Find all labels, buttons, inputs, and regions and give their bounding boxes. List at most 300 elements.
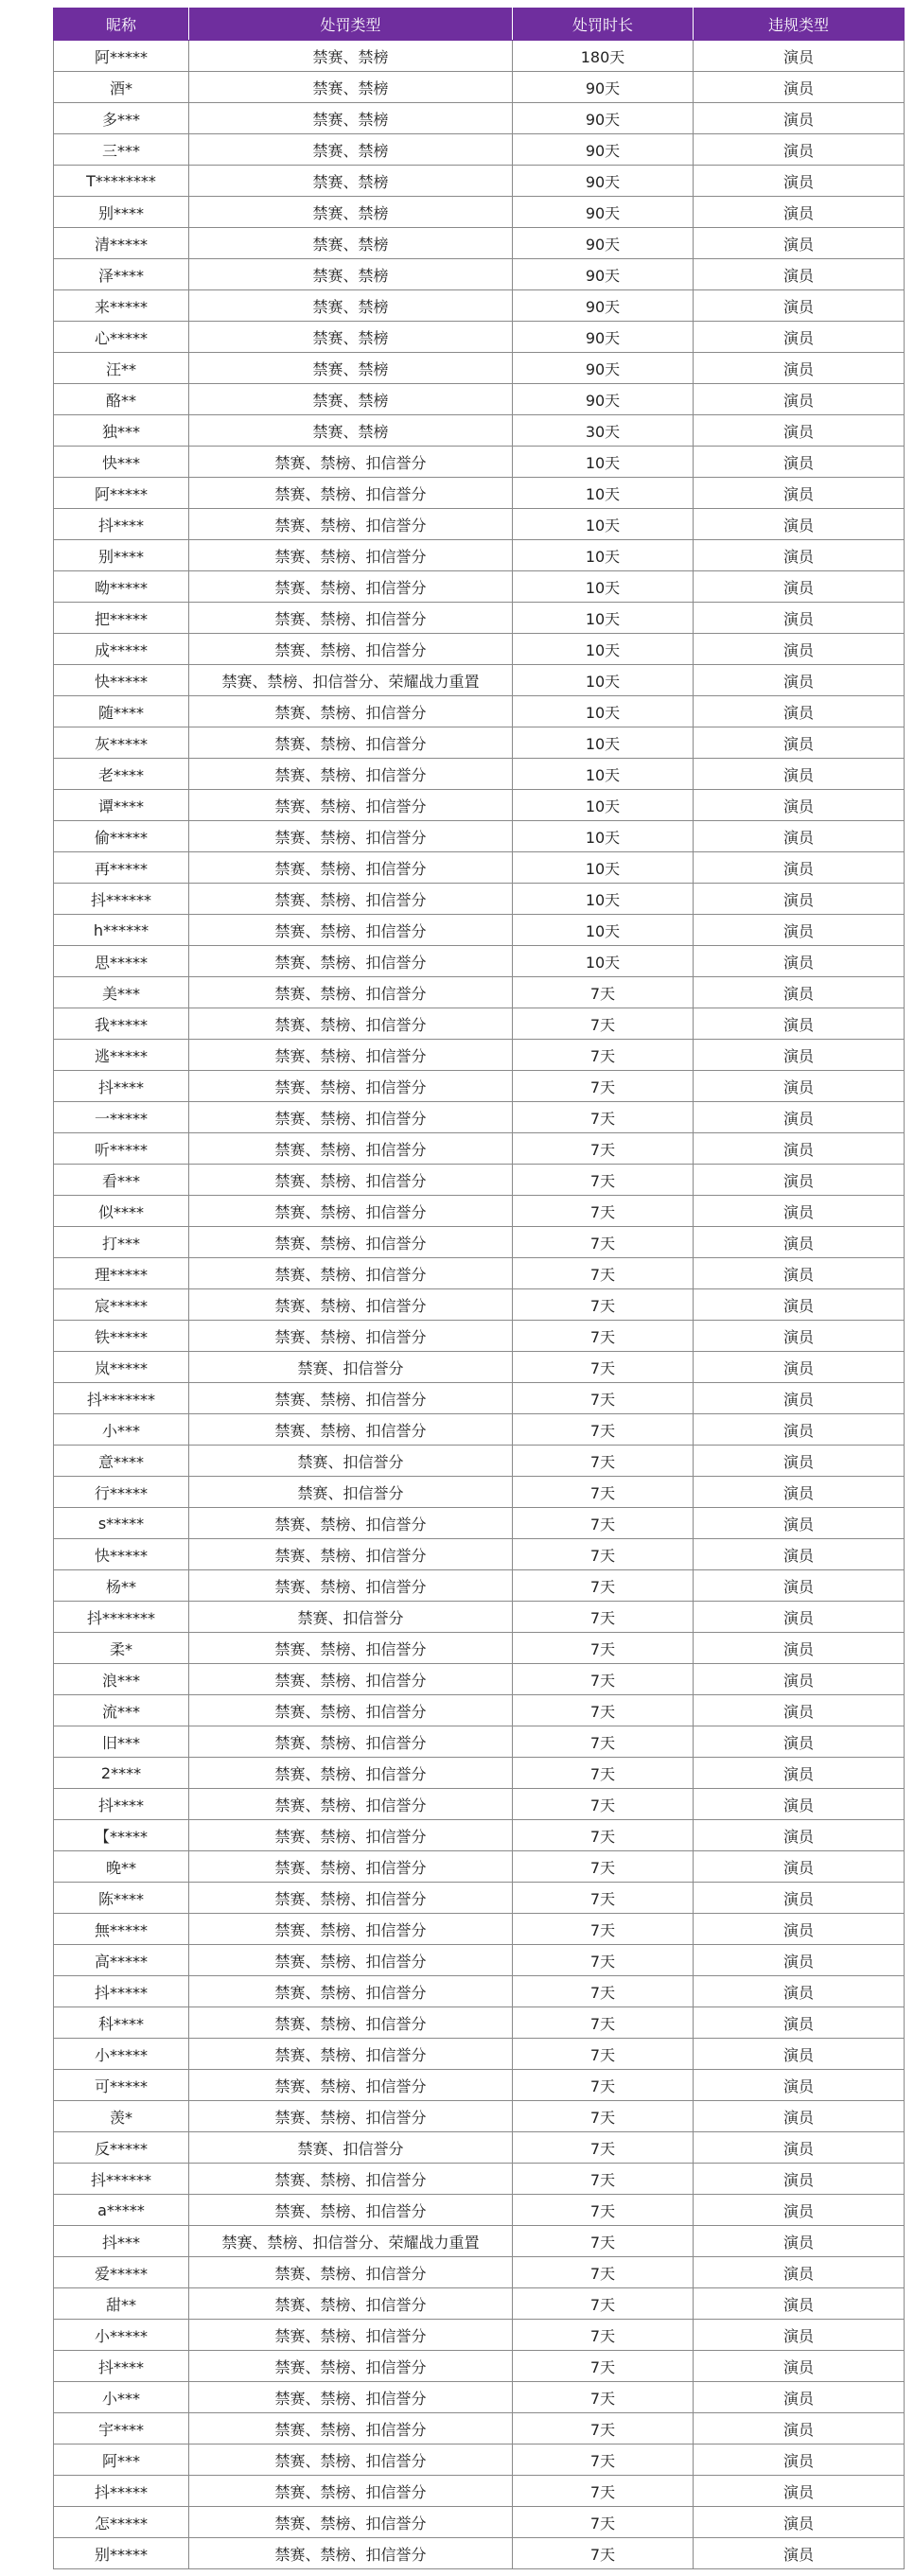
cell-duration: 7天 — [513, 2257, 694, 2288]
cell-violation-type: 演员 — [694, 72, 905, 103]
cell-nickname: 抖****** — [54, 2164, 189, 2195]
cell-nickname: 老**** — [54, 759, 189, 790]
cell-nickname: 小*** — [54, 2382, 189, 2413]
table-row — [54, 1539, 905, 1570]
cell-duration: 10天 — [513, 696, 694, 727]
cell-nickname: 三*** — [54, 134, 189, 166]
cell-nickname: 無***** — [54, 1914, 189, 1945]
cell-duration: 7天 — [513, 2538, 694, 2569]
cell-duration: 7天 — [513, 1508, 694, 1539]
cell-duration: 7天 — [513, 1726, 694, 1758]
cell-violation-type: 演员 — [694, 821, 905, 852]
cell-nickname: 宸***** — [54, 1289, 189, 1321]
cell-nickname: 泽**** — [54, 259, 189, 290]
cell-duration: 7天 — [513, 1602, 694, 1633]
cell-violation-type: 演员 — [694, 41, 905, 72]
table-body — [54, 41, 905, 2569]
cell-nickname: 反***** — [54, 2132, 189, 2164]
cell-violation-type: 演员 — [694, 2164, 905, 2195]
cell-duration: 90天 — [513, 353, 694, 384]
cell-violation-type: 演员 — [694, 2195, 905, 2226]
cell-penalty-type: 禁赛、禁榜、扣信誉分 — [189, 1040, 513, 1071]
cell-penalty-type: 禁赛、禁榜、扣信誉分 — [189, 634, 513, 665]
cell-violation-type: 演员 — [694, 696, 905, 727]
cell-nickname: 酪** — [54, 384, 189, 415]
cell-duration: 7天 — [513, 1196, 694, 1227]
cell-nickname: 抖**** — [54, 2351, 189, 2382]
cell-violation-type: 演员 — [694, 1227, 905, 1258]
cell-penalty-type: 禁赛、禁榜 — [189, 259, 513, 290]
table-row — [54, 1664, 905, 1695]
table-row — [54, 2226, 905, 2257]
cell-duration: 30天 — [513, 415, 694, 447]
cell-penalty-type: 禁赛、禁榜、扣信誉分 — [189, 1789, 513, 1820]
cell-penalty-type: 禁赛、禁榜、扣信誉分 — [189, 1383, 513, 1414]
cell-penalty-type: 禁赛、禁榜、扣信誉分 — [189, 1976, 513, 2007]
cell-duration: 7天 — [513, 2226, 694, 2257]
cell-nickname: 我***** — [54, 1008, 189, 1040]
table-row — [54, 228, 905, 259]
cell-duration: 90天 — [513, 103, 694, 134]
cell-duration: 7天 — [513, 2476, 694, 2507]
cell-nickname: 宇**** — [54, 2413, 189, 2445]
cell-penalty-type: 禁赛、禁榜、扣信誉分 — [189, 1165, 513, 1196]
cell-nickname: 美*** — [54, 977, 189, 1008]
cell-duration: 10天 — [513, 665, 694, 696]
cell-nickname: 成***** — [54, 634, 189, 665]
table-row — [54, 1289, 905, 1321]
cell-nickname: 呦***** — [54, 571, 189, 603]
table-row — [54, 1227, 905, 1258]
cell-duration: 90天 — [513, 166, 694, 197]
cell-nickname: 铁***** — [54, 1321, 189, 1352]
cell-penalty-type: 禁赛、禁榜、扣信誉分 — [189, 977, 513, 1008]
cell-penalty-type: 禁赛、禁榜、扣信誉分 — [189, 2070, 513, 2101]
cell-penalty-type: 禁赛、禁榜、扣信誉分 — [189, 1695, 513, 1726]
table-row — [54, 1102, 905, 1133]
cell-duration: 7天 — [513, 1133, 694, 1165]
table-row — [54, 1196, 905, 1227]
table-row — [54, 1914, 905, 1945]
table-row — [54, 2039, 905, 2070]
cell-penalty-type: 禁赛、禁榜、扣信誉分 — [189, 571, 513, 603]
cell-violation-type: 演员 — [694, 447, 905, 478]
cell-penalty-type: 禁赛、禁榜、扣信誉分 — [189, 1726, 513, 1758]
table-row — [54, 603, 905, 634]
table-row — [54, 2538, 905, 2569]
cell-nickname: 把***** — [54, 603, 189, 634]
table-row — [54, 384, 905, 415]
cell-violation-type: 演员 — [694, 1664, 905, 1695]
cell-nickname: 来***** — [54, 290, 189, 322]
cell-duration: 7天 — [513, 1664, 694, 1695]
cell-nickname: 汪** — [54, 353, 189, 384]
table-row — [54, 2007, 905, 2039]
cell-penalty-type: 禁赛、禁榜、扣信誉分 — [189, 2288, 513, 2320]
cell-nickname: 杨** — [54, 1570, 189, 1602]
cell-penalty-type: 禁赛、禁榜、扣信誉分 — [189, 1851, 513, 1883]
cell-penalty-type: 禁赛、禁榜、扣信誉分 — [189, 1008, 513, 1040]
cell-nickname: 阿*** — [54, 2445, 189, 2476]
table-row — [54, 1820, 905, 1851]
cell-duration: 10天 — [513, 509, 694, 540]
cell-violation-type: 演员 — [694, 946, 905, 977]
cell-nickname: 快***** — [54, 1539, 189, 1570]
table-row — [54, 478, 905, 509]
cell-violation-type: 演员 — [694, 1133, 905, 1165]
header-row — [54, 9, 905, 41]
cell-violation-type: 演员 — [694, 1289, 905, 1321]
cell-duration: 10天 — [513, 540, 694, 571]
cell-nickname: 浪*** — [54, 1664, 189, 1695]
cell-violation-type: 演员 — [694, 915, 905, 946]
cell-nickname: 可***** — [54, 2070, 189, 2101]
cell-violation-type: 演员 — [694, 509, 905, 540]
cell-duration: 10天 — [513, 571, 694, 603]
cell-penalty-type: 禁赛、禁榜 — [189, 197, 513, 228]
cell-nickname: 别***** — [54, 2538, 189, 2569]
table-row — [54, 447, 905, 478]
cell-duration: 10天 — [513, 603, 694, 634]
cell-nickname: 清***** — [54, 228, 189, 259]
cell-duration: 7天 — [513, 1102, 694, 1133]
cell-violation-type: 演员 — [694, 2320, 905, 2351]
cell-penalty-type: 禁赛、禁榜、扣信誉分 — [189, 1883, 513, 1914]
cell-duration: 10天 — [513, 759, 694, 790]
cell-nickname: 羡* — [54, 2101, 189, 2132]
cell-penalty-type: 禁赛、禁榜、扣信誉分 — [189, 2257, 513, 2288]
cell-duration: 7天 — [513, 1352, 694, 1383]
table-row — [54, 72, 905, 103]
cell-duration: 7天 — [513, 2413, 694, 2445]
cell-violation-type: 演员 — [694, 134, 905, 166]
cell-duration: 7天 — [513, 1914, 694, 1945]
table-row — [54, 1165, 905, 1196]
cell-duration: 10天 — [513, 790, 694, 821]
cell-violation-type: 演员 — [694, 603, 905, 634]
cell-violation-type: 演员 — [694, 1352, 905, 1383]
cell-nickname: 小***** — [54, 2320, 189, 2351]
cell-penalty-type: 禁赛、禁榜、扣信誉分、荣耀战力重置 — [189, 2226, 513, 2257]
table-row — [54, 1726, 905, 1758]
cell-nickname: 心***** — [54, 322, 189, 353]
table-row — [54, 946, 905, 977]
table-row — [54, 1258, 905, 1289]
cell-violation-type: 演员 — [694, 540, 905, 571]
cell-duration: 7天 — [513, 1570, 694, 1602]
table-row — [54, 2257, 905, 2288]
cell-duration: 7天 — [513, 1414, 694, 1446]
table-row — [54, 1414, 905, 1446]
cell-duration: 10天 — [513, 946, 694, 977]
cell-duration: 7天 — [513, 2382, 694, 2413]
cell-nickname: 听***** — [54, 1133, 189, 1165]
cell-violation-type: 演员 — [694, 1008, 905, 1040]
cell-penalty-type: 禁赛、禁榜、扣信誉分 — [189, 1539, 513, 1570]
cell-violation-type: 演员 — [694, 353, 905, 384]
cell-nickname: 独*** — [54, 415, 189, 447]
cell-nickname: 随**** — [54, 696, 189, 727]
cell-nickname: 怎***** — [54, 2507, 189, 2538]
cell-penalty-type: 禁赛、禁榜、扣信誉分 — [189, 2351, 513, 2382]
cell-duration: 7天 — [513, 1383, 694, 1414]
cell-nickname: 行***** — [54, 1477, 189, 1508]
cell-penalty-type: 禁赛、禁榜、扣信誉分 — [189, 2007, 513, 2039]
table-row — [54, 1071, 905, 1102]
table-row — [54, 727, 905, 759]
cell-nickname: 科**** — [54, 2007, 189, 2039]
cell-penalty-type: 禁赛、禁榜、扣信誉分 — [189, 2413, 513, 2445]
cell-duration: 90天 — [513, 259, 694, 290]
cell-nickname: 快*** — [54, 447, 189, 478]
cell-violation-type: 演员 — [694, 2382, 905, 2413]
cell-violation-type: 演员 — [694, 1883, 905, 1914]
cell-penalty-type: 禁赛、禁榜、扣信誉分 — [189, 727, 513, 759]
table-row — [54, 1883, 905, 1914]
cell-violation-type: 演员 — [694, 1945, 905, 1976]
cell-violation-type: 演员 — [694, 2476, 905, 2507]
cell-penalty-type: 禁赛、禁榜、扣信誉分 — [189, 2101, 513, 2132]
cell-nickname: 多*** — [54, 103, 189, 134]
cell-violation-type: 演员 — [694, 1196, 905, 1227]
cell-duration: 10天 — [513, 478, 694, 509]
cell-penalty-type: 禁赛、禁榜、扣信誉分 — [189, 821, 513, 852]
cell-penalty-type: 禁赛、禁榜、扣信誉分 — [189, 2445, 513, 2476]
cell-violation-type: 演员 — [694, 2538, 905, 2569]
table-row — [54, 322, 905, 353]
cell-duration: 7天 — [513, 1758, 694, 1789]
table-row — [54, 571, 905, 603]
table-row — [54, 1758, 905, 1789]
cell-penalty-type: 禁赛、禁榜、扣信誉分 — [189, 1945, 513, 1976]
cell-penalty-type: 禁赛、扣信誉分 — [189, 1352, 513, 1383]
cell-nickname: 甜** — [54, 2288, 189, 2320]
cell-penalty-type: 禁赛、禁榜 — [189, 353, 513, 384]
cell-violation-type: 演员 — [694, 759, 905, 790]
table-row — [54, 290, 905, 322]
cell-duration: 10天 — [513, 634, 694, 665]
table-row — [54, 884, 905, 915]
cell-duration: 90天 — [513, 384, 694, 415]
cell-nickname: 再***** — [54, 852, 189, 884]
table-row — [54, 2445, 905, 2476]
cell-penalty-type: 禁赛、禁榜、扣信誉分 — [189, 915, 513, 946]
cell-violation-type: 演员 — [694, 1570, 905, 1602]
cell-nickname: 抖**** — [54, 1789, 189, 1820]
cell-penalty-type: 禁赛、禁榜 — [189, 134, 513, 166]
table-row — [54, 759, 905, 790]
table-row — [54, 2132, 905, 2164]
table-row — [54, 1508, 905, 1539]
cell-violation-type: 演员 — [694, 2039, 905, 2070]
cell-duration: 90天 — [513, 197, 694, 228]
cell-duration: 7天 — [513, 2132, 694, 2164]
table-row — [54, 1040, 905, 1071]
cell-duration: 7天 — [513, 1446, 694, 1477]
table-row — [54, 1570, 905, 1602]
cell-nickname: 思***** — [54, 946, 189, 977]
cell-violation-type: 演员 — [694, 1695, 905, 1726]
table-row — [54, 852, 905, 884]
cell-penalty-type: 禁赛、禁榜、扣信誉分 — [189, 1820, 513, 1851]
cell-nickname: 抖******* — [54, 1383, 189, 1414]
cell-violation-type: 演员 — [694, 103, 905, 134]
cell-duration: 10天 — [513, 727, 694, 759]
table-row — [54, 2101, 905, 2132]
cell-duration: 7天 — [513, 1945, 694, 1976]
table-row — [54, 2413, 905, 2445]
cell-penalty-type: 禁赛、禁榜、扣信誉分 — [189, 1664, 513, 1695]
table-row — [54, 540, 905, 571]
table-row — [54, 197, 905, 228]
cell-penalty-type: 禁赛、禁榜、扣信誉分 — [189, 1258, 513, 1289]
cell-duration: 7天 — [513, 2007, 694, 2039]
cell-penalty-type: 禁赛、禁榜、扣信誉分 — [189, 1133, 513, 1165]
cell-penalty-type: 禁赛、扣信誉分 — [189, 1602, 513, 1633]
cell-penalty-type: 禁赛、禁榜、扣信誉分 — [189, 1414, 513, 1446]
cell-duration: 90天 — [513, 290, 694, 322]
cell-nickname: 陈**** — [54, 1883, 189, 1914]
table-row — [54, 2070, 905, 2101]
cell-violation-type: 演员 — [694, 1071, 905, 1102]
cell-nickname: 晚** — [54, 1851, 189, 1883]
table-row — [54, 41, 905, 72]
cell-duration: 7天 — [513, 2101, 694, 2132]
cell-penalty-type: 禁赛、禁榜、扣信誉分 — [189, 2195, 513, 2226]
cell-nickname: 小*** — [54, 1414, 189, 1446]
table-row — [54, 103, 905, 134]
cell-duration: 180天 — [513, 41, 694, 72]
cell-violation-type: 演员 — [694, 2351, 905, 2382]
table-row — [54, 634, 905, 665]
cell-penalty-type: 禁赛、禁榜、扣信誉分 — [189, 759, 513, 790]
cell-penalty-type: 禁赛、禁榜 — [189, 384, 513, 415]
cell-duration: 7天 — [513, 1976, 694, 2007]
cell-duration: 7天 — [513, 2195, 694, 2226]
cell-nickname: 抖******* — [54, 1602, 189, 1633]
cell-penalty-type: 禁赛、禁榜、扣信誉分 — [189, 1633, 513, 1664]
cell-duration: 7天 — [513, 2164, 694, 2195]
table-row — [54, 259, 905, 290]
cell-duration: 10天 — [513, 447, 694, 478]
cell-violation-type: 演员 — [694, 1633, 905, 1664]
cell-penalty-type: 禁赛、禁榜、扣信誉分 — [189, 2538, 513, 2569]
cell-violation-type: 演员 — [694, 384, 905, 415]
cell-violation-type: 演员 — [694, 2257, 905, 2288]
cell-penalty-type: 禁赛、禁榜、扣信誉分 — [189, 540, 513, 571]
cell-penalty-type: 禁赛、禁榜、扣信誉分 — [189, 790, 513, 821]
cell-violation-type: 演员 — [694, 228, 905, 259]
cell-violation-type: 演员 — [694, 1789, 905, 1820]
cell-violation-type: 演员 — [694, 415, 905, 447]
cell-duration: 7天 — [513, 1008, 694, 1040]
cell-duration: 7天 — [513, 1789, 694, 1820]
cell-nickname: 似**** — [54, 1196, 189, 1227]
cell-duration: 10天 — [513, 852, 694, 884]
cell-violation-type: 演员 — [694, 884, 905, 915]
table-row — [54, 1945, 905, 1976]
table-row — [54, 166, 905, 197]
cell-penalty-type: 禁赛、禁榜、扣信誉分 — [189, 1196, 513, 1227]
cell-violation-type: 演员 — [694, 1102, 905, 1133]
cell-penalty-type: 禁赛、禁榜、扣信誉分 — [189, 2320, 513, 2351]
cell-duration: 7天 — [513, 2351, 694, 2382]
table-row — [54, 353, 905, 384]
cell-duration: 7天 — [513, 1695, 694, 1726]
table-row — [54, 134, 905, 166]
cell-duration: 10天 — [513, 821, 694, 852]
cell-penalty-type: 禁赛、禁榜 — [189, 228, 513, 259]
cell-nickname: 高***** — [54, 1945, 189, 1976]
cell-violation-type: 演员 — [694, 2132, 905, 2164]
cell-violation-type: 演员 — [694, 1477, 905, 1508]
table-row — [54, 2507, 905, 2538]
cell-penalty-type: 禁赛、禁榜、扣信誉分 — [189, 1758, 513, 1789]
cell-violation-type: 演员 — [694, 2288, 905, 2320]
cell-violation-type: 演员 — [694, 1914, 905, 1945]
cell-violation-type: 演员 — [694, 478, 905, 509]
cell-nickname: 2**** — [54, 1758, 189, 1789]
table-row — [54, 509, 905, 540]
table-row — [54, 2195, 905, 2226]
cell-penalty-type: 禁赛、禁榜 — [189, 415, 513, 447]
cell-penalty-type: 禁赛、禁榜、扣信誉分 — [189, 852, 513, 884]
cell-violation-type: 演员 — [694, 1976, 905, 2007]
cell-penalty-type: 禁赛、禁榜 — [189, 72, 513, 103]
cell-violation-type: 演员 — [694, 665, 905, 696]
cell-penalty-type: 禁赛、禁榜、扣信誉分 — [189, 946, 513, 977]
cell-duration: 90天 — [513, 228, 694, 259]
cell-duration: 10天 — [513, 915, 694, 946]
cell-penalty-type: 禁赛、禁榜、扣信誉分 — [189, 1914, 513, 1945]
cell-violation-type: 演员 — [694, 1820, 905, 1851]
cell-nickname: 酒* — [54, 72, 189, 103]
cell-duration: 7天 — [513, 1820, 694, 1851]
table-row — [54, 790, 905, 821]
cell-nickname: 理***** — [54, 1258, 189, 1289]
cell-violation-type: 演员 — [694, 852, 905, 884]
cell-penalty-type: 禁赛、禁榜 — [189, 103, 513, 134]
table-row — [54, 1352, 905, 1383]
table-row — [54, 2288, 905, 2320]
cell-violation-type: 演员 — [694, 1321, 905, 1352]
cell-penalty-type: 禁赛、禁榜、扣信誉分 — [189, 1227, 513, 1258]
cell-violation-type: 演员 — [694, 634, 905, 665]
table-row — [54, 415, 905, 447]
cell-nickname: 旧*** — [54, 1726, 189, 1758]
cell-violation-type: 演员 — [694, 290, 905, 322]
cell-duration: 7天 — [513, 977, 694, 1008]
cell-violation-type: 演员 — [694, 2070, 905, 2101]
table-row — [54, 1446, 905, 1477]
cell-violation-type: 演员 — [694, 2413, 905, 2445]
table-row — [54, 2476, 905, 2507]
cell-duration: 7天 — [513, 1321, 694, 1352]
cell-nickname: 【***** — [54, 1820, 189, 1851]
cell-penalty-type: 禁赛、禁榜、扣信誉分 — [189, 2507, 513, 2538]
table-row — [54, 977, 905, 1008]
table-row — [54, 1695, 905, 1726]
cell-duration: 7天 — [513, 1883, 694, 1914]
cell-violation-type: 演员 — [694, 1851, 905, 1883]
cell-violation-type: 演员 — [694, 1040, 905, 1071]
cell-violation-type: 演员 — [694, 727, 905, 759]
cell-penalty-type: 禁赛、扣信誉分 — [189, 1446, 513, 1477]
cell-duration: 7天 — [513, 2320, 694, 2351]
cell-penalty-type: 禁赛、禁榜、扣信誉分 — [189, 2164, 513, 2195]
cell-nickname: 抖*** — [54, 2226, 189, 2257]
cell-penalty-type: 禁赛、禁榜、扣信誉分 — [189, 2476, 513, 2507]
